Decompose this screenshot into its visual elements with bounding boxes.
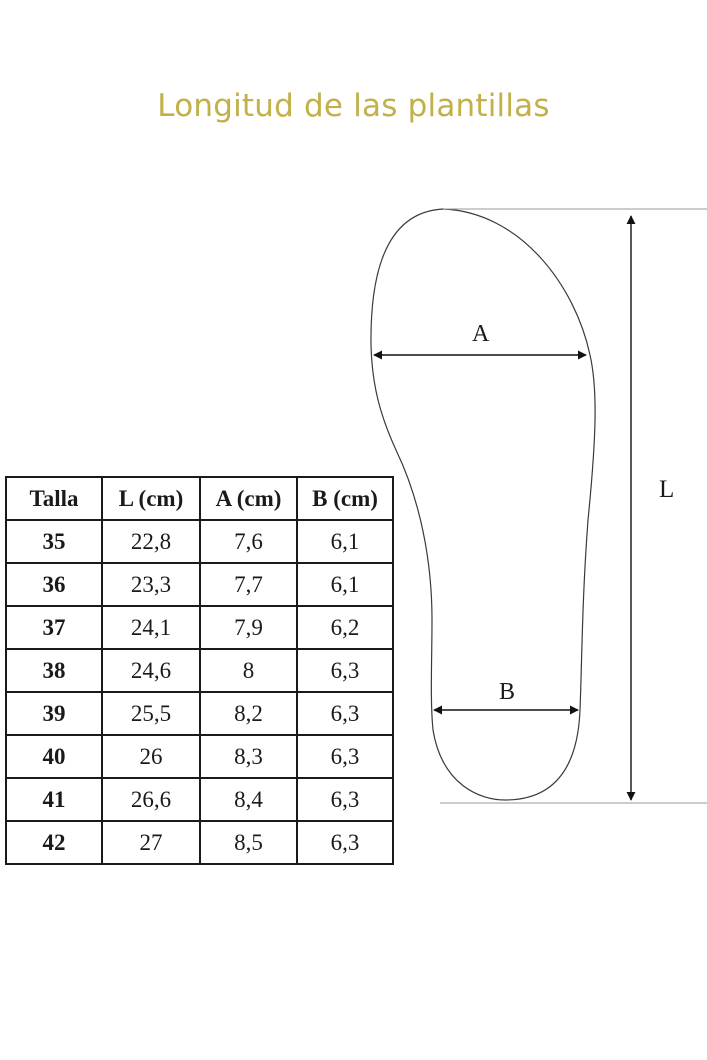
talla-cell: 39 [6,692,102,735]
l-cell: 24,6 [102,649,200,692]
header-talla: Talla [6,477,102,520]
b-cell: 6,1 [297,563,393,606]
l-cell: 27 [102,821,200,864]
l-dimension-label: L [659,476,675,503]
b-cell: 6,3 [297,778,393,821]
header-l: L (cm) [102,477,200,520]
insole-outline [371,209,595,800]
b-cell: 6,3 [297,692,393,735]
l-cell: 26 [102,735,200,778]
b-cell: 6,3 [297,821,393,864]
header-b: B (cm) [297,477,393,520]
a-cell: 8,3 [200,735,297,778]
a-cell: 8 [200,649,297,692]
header-a: A (cm) [200,477,297,520]
l-cell: 23,3 [102,563,200,606]
b-dimension-label: B [499,679,516,705]
a-cell: 8,2 [200,692,297,735]
a-dimension-label: A [472,321,490,347]
talla-cell: 36 [6,563,102,606]
b-cell: 6,2 [297,606,393,649]
a-cell: 7,6 [200,520,297,563]
talla-cell: 37 [6,606,102,649]
a-cell: 7,7 [200,563,297,606]
b-cell: 6,3 [297,735,393,778]
talla-cell: 41 [6,778,102,821]
l-cell: 22,8 [102,520,200,563]
a-cell: 7,9 [200,606,297,649]
a-cell: 8,4 [200,778,297,821]
a-cell: 8,5 [200,821,297,864]
talla-cell: 42 [6,821,102,864]
talla-cell: 38 [6,649,102,692]
page-title: Longitud de las plantillas [157,88,550,124]
talla-cell: 40 [6,735,102,778]
l-cell: 24,1 [102,606,200,649]
b-cell: 6,1 [297,520,393,563]
l-cell: 25,5 [102,692,200,735]
b-cell: 6,3 [297,649,393,692]
l-cell: 26,6 [102,778,200,821]
talla-cell: 35 [6,520,102,563]
